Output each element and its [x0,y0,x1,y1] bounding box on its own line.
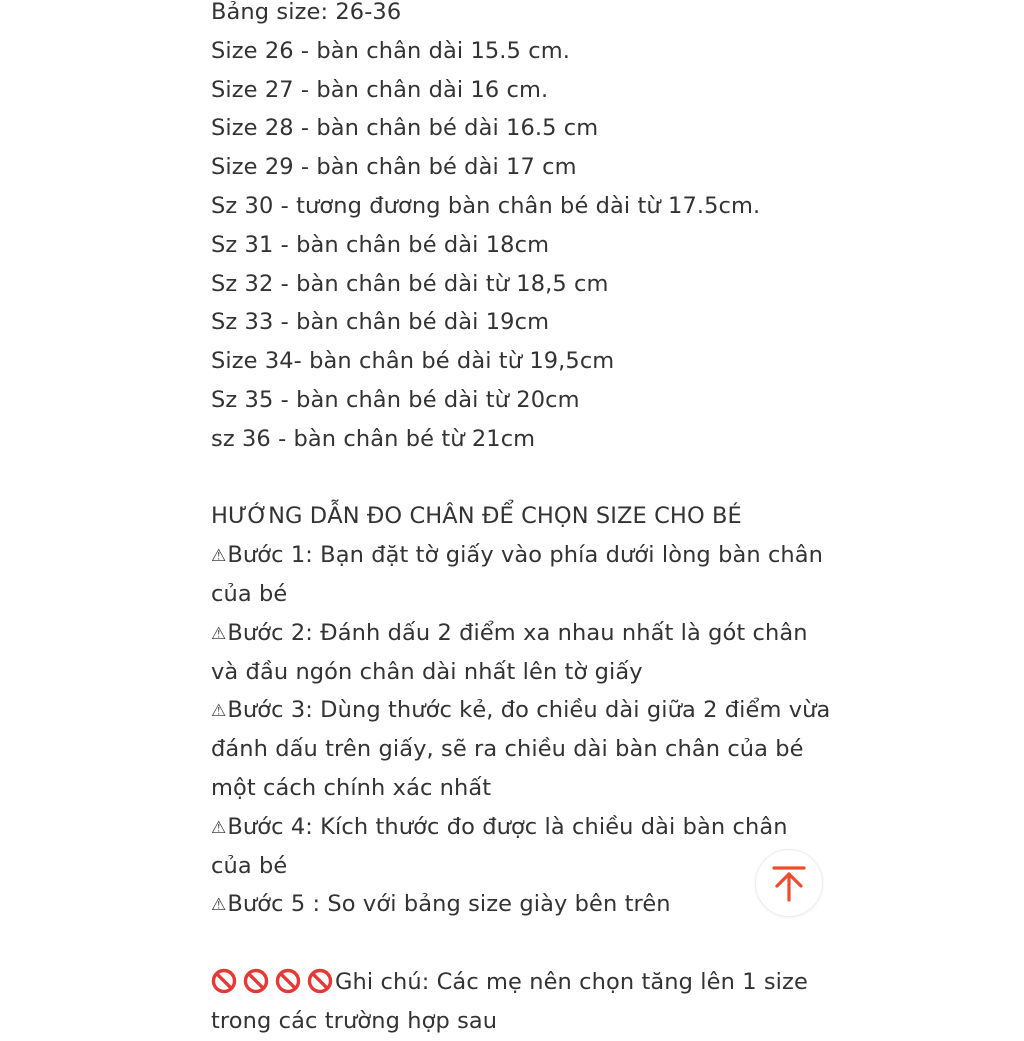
warning-icon: ⚠ [211,623,227,644]
step-text-continued: và đầu ngón chân dài nhất lên tờ giấy [211,658,643,685]
warning-icon: ⚠ [211,895,227,916]
scroll-to-top-button[interactable] [755,849,823,917]
step-text: Bước 1: Bạn đặt tờ giấy vào phía dưới lòng bàn chân [227,542,824,569]
step-text-continued: của bé [211,580,288,607]
spacer [211,924,851,963]
arrow-up-to-top-icon [769,863,809,903]
size-table-heading: Bảng size: 26-36 [211,0,402,25]
step-text: Bước 3: Dùng thước kẻ, đo chiều dài giữa 2 điểm vừa [227,697,831,724]
size-row: Sz 33 - bàn chân bé dài 19cm [211,309,550,336]
step-text-continued: đánh dấu trên giấy, sẽ ra chiều dài bàn chân của bé [211,736,804,763]
size-row: Sz 30 - tương đương bàn chân bé dài từ 17.5cm. [211,192,761,219]
size-row: Sz 32 - bàn chân bé dài từ 18,5 cm [211,270,609,297]
step-text: Bước 2: Đánh dấu 2 điểm xa nhau nhất là gót chân [227,619,808,646]
size-row: Sz 31 - bàn chân bé dài 18cm [211,231,550,258]
guide-step [211,536,851,575]
note-text: Ghi chú: Các mẹ nên chọn tăng lên 1 size [335,968,808,995]
warning-icon: ⚠ [211,546,227,567]
note-line [211,963,851,1002]
guide-step [211,691,851,730]
prohibited-icon [243,968,269,994]
size-row: Size 26 - bàn chân dài 15.5 cm. [211,37,570,64]
guide-step [211,614,851,653]
step-text: Bước 5 : So với bảng size giày bên trên [227,891,671,918]
guide-title: HƯỚNG DẪN ĐO CHÂN ĐỂ CHỌN SIZE CHO BÉ [211,503,742,530]
warning-icon: ⚠ [211,701,227,722]
step-text-continued: một cách chính xác nhất [211,774,492,801]
note-continuation: trong các trường hợp sau [211,1007,498,1034]
prohibited-icon [307,968,333,994]
spacer [211,459,851,498]
size-row: sz 36 - bàn chân bé từ 21cm [211,425,536,452]
step-text-continued: của bé [211,852,288,879]
warning-icon: ⚠ [211,817,227,838]
size-row: Sz 35 - bàn chân bé dài từ 20cm [211,386,580,413]
guide-step [211,808,851,847]
size-row: Size 28 - bàn chân bé dài 16.5 cm [211,115,599,142]
step-text: Bước 4: Kích thước đo được là chiều dài bàn chân [227,813,788,840]
prohibited-icon [275,968,301,994]
prohibited-icon [211,968,237,994]
size-row: Size 29 - bàn chân bé dài 17 cm [211,154,577,181]
note-icons [211,969,335,995]
size-row: Size 34- bàn chân bé dài từ 19,5cm [211,348,615,375]
size-row: Size 27 - bàn chân dài 16 cm. [211,76,549,103]
